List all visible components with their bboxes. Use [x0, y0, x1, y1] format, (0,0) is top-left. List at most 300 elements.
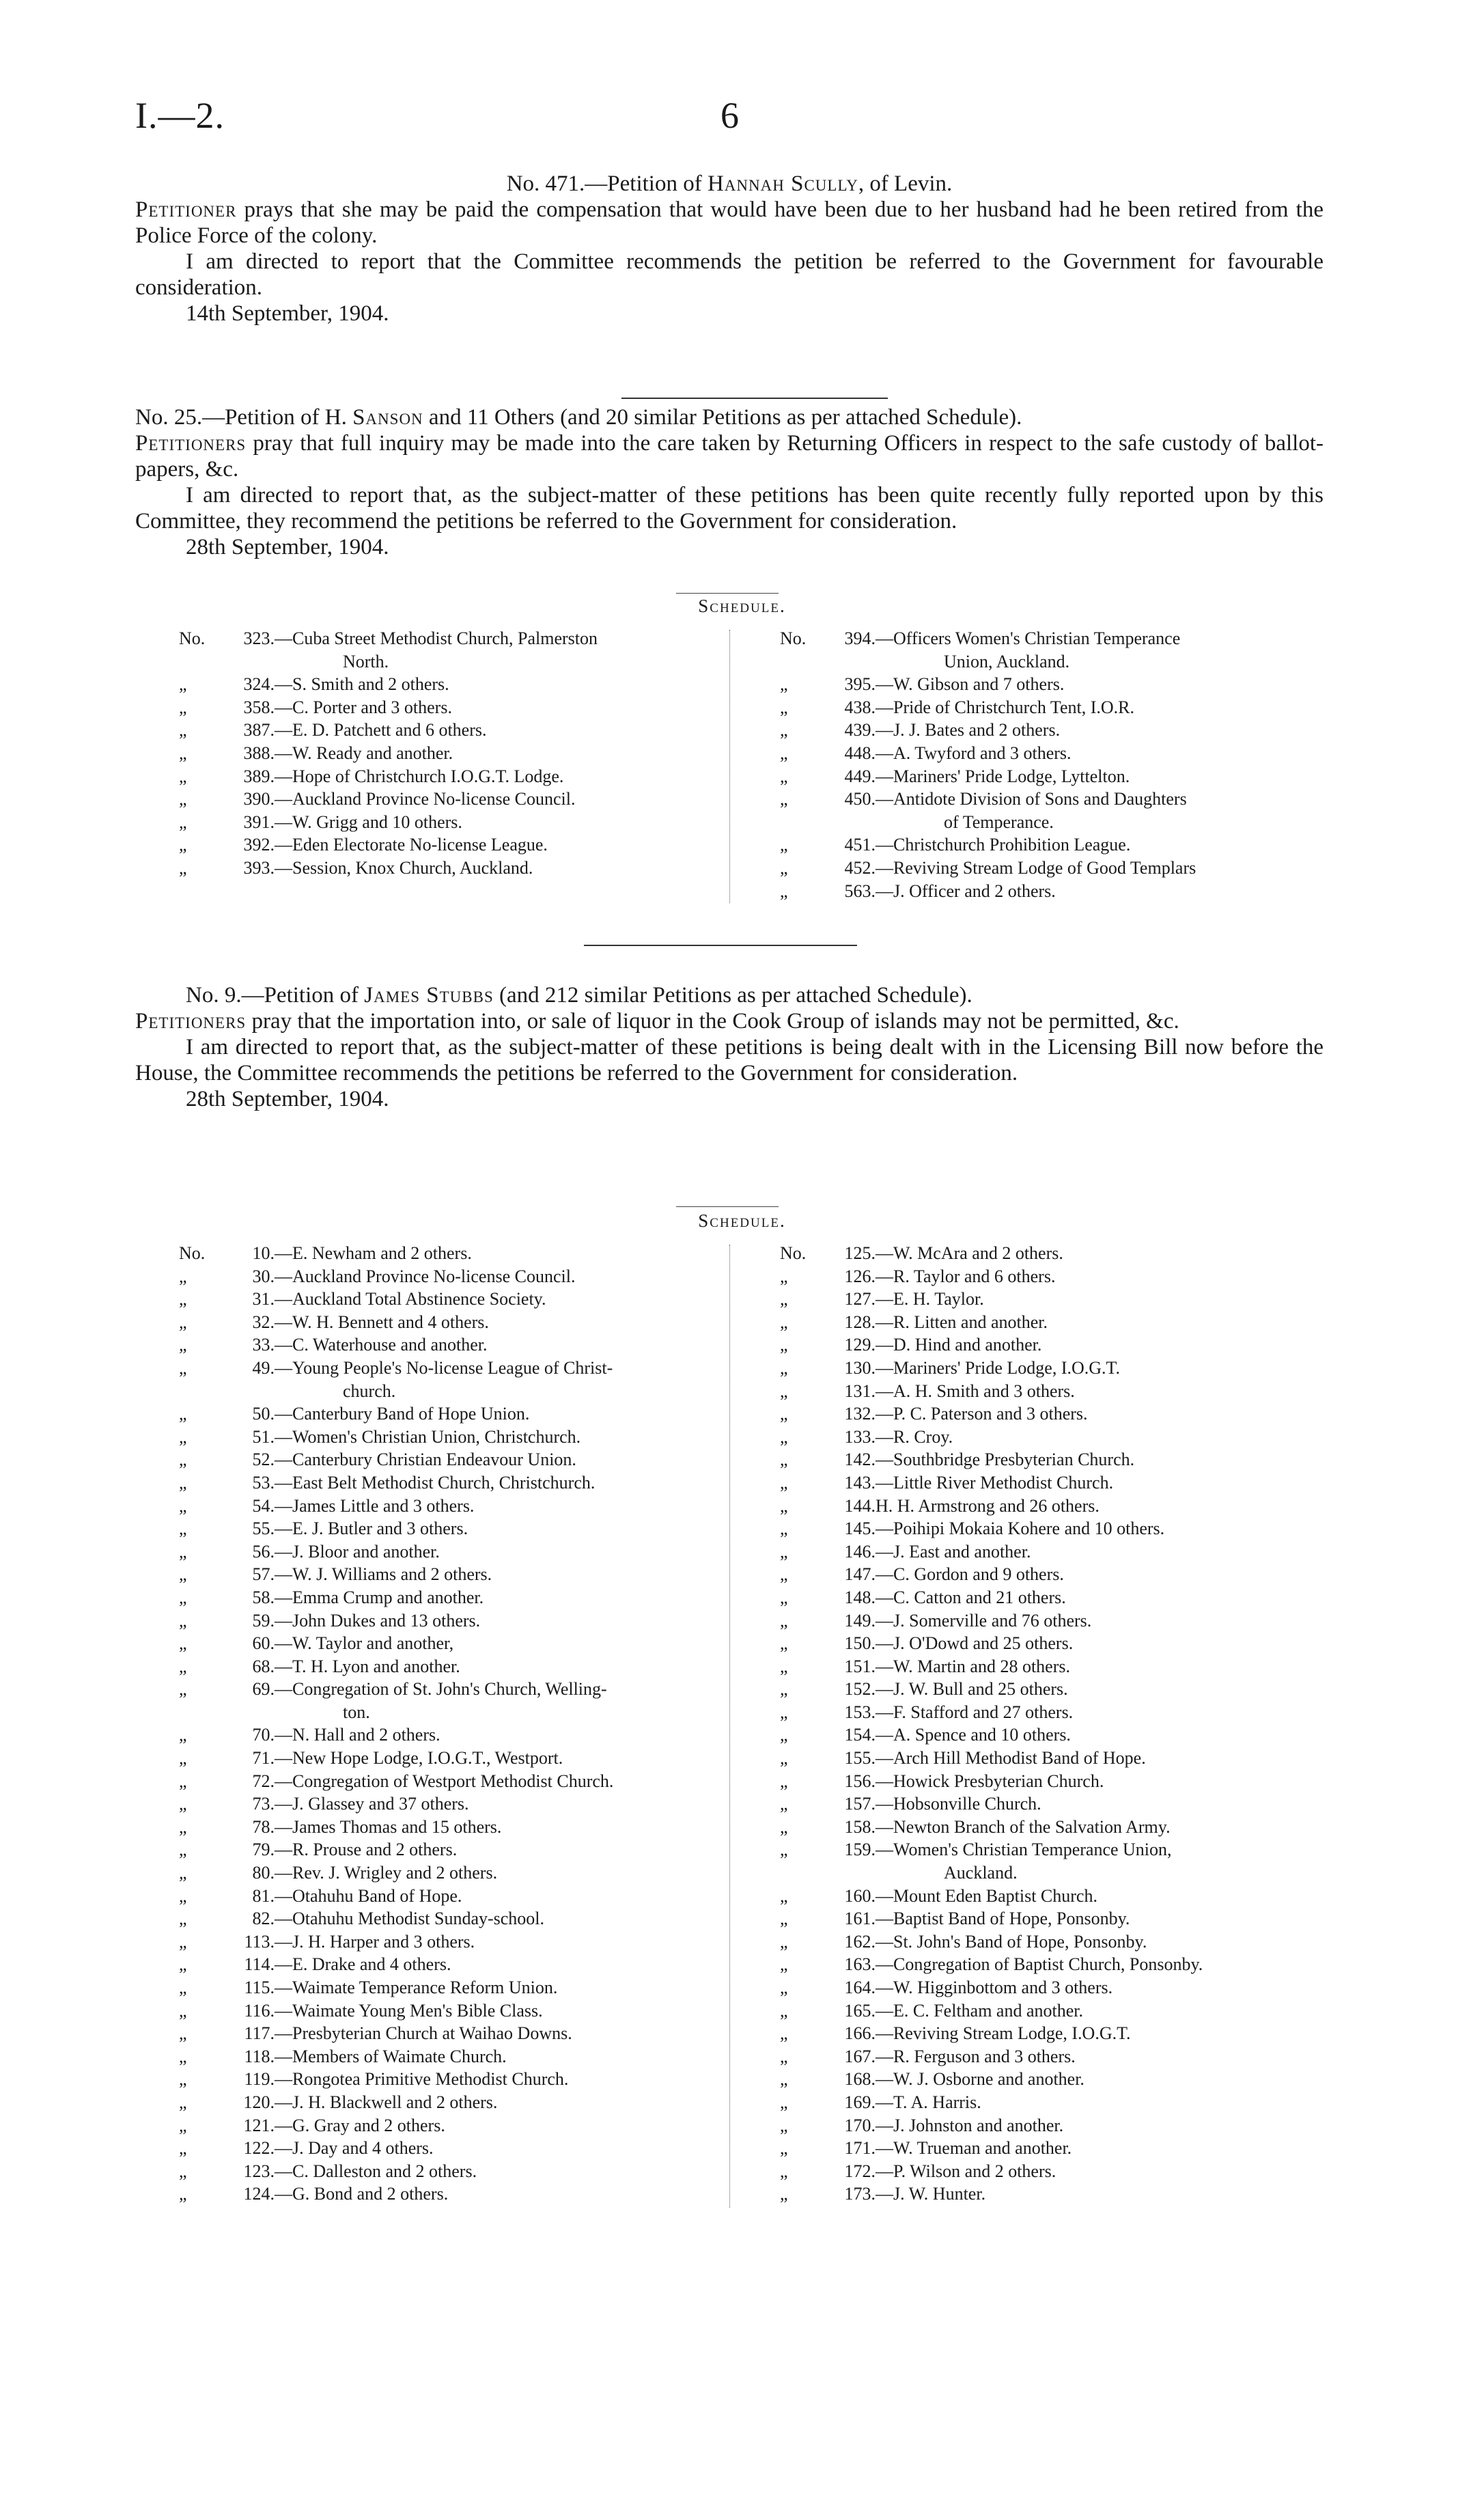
schedule-entry — [780, 627, 1326, 673]
entry-prefix: „ — [179, 1450, 187, 1470]
schedule-entry — [179, 1632, 725, 1655]
entry-number: 162. — [844, 1931, 876, 1952]
entry-text: —E. J. Butler and 3 others. — [275, 1519, 468, 1539]
entry-number: 31. — [252, 1289, 275, 1309]
schedule-entry — [780, 2091, 1326, 2114]
schedule-entry — [179, 811, 725, 834]
entry-text: —D. Hind and another. — [876, 1335, 1042, 1355]
schedule-entry — [780, 857, 1326, 880]
entry-text: —E. C. Feltham and another. — [876, 2000, 1084, 2021]
entry-text: —J. J. Bates and 2 others. — [876, 720, 1061, 740]
entry-number: 168. — [844, 2069, 876, 2090]
entry-text: —W. H. Bennett and 4 others. — [275, 1312, 489, 1332]
schedule-entry — [780, 1930, 1326, 1954]
entry-text: —E. D. Patchett and 6 others. — [275, 720, 487, 740]
entry-number: 30. — [252, 1266, 275, 1286]
schedule-entry — [780, 1265, 1326, 1288]
schedule-entry — [179, 1357, 725, 1402]
entry-text: —Congregation of St. John's Church, Welling- ton. — [275, 1678, 725, 1723]
entry-prefix: „ — [780, 1472, 788, 1493]
entry-text: —R. Ferguson and 3 others. — [876, 2046, 1076, 2066]
entry-number: 72. — [252, 1771, 275, 1791]
entry-prefix: „ — [780, 743, 788, 763]
entry-text: —J. Day and 4 others. — [275, 2138, 434, 2159]
entry-prefix: „ — [780, 1289, 788, 1309]
entry-prefix: „ — [179, 835, 187, 855]
entry-prefix: „ — [780, 1978, 788, 1997]
entry-prefix: No. — [780, 1243, 807, 1263]
schedule-entry — [179, 627, 725, 673]
schedule-entry — [179, 1976, 725, 1999]
entry-text: —G. Gray and 2 others. — [275, 2115, 445, 2135]
entry-continuation: of Temperance. — [944, 812, 1054, 832]
entry-text: —J. Glassey and 37 others. — [275, 1794, 469, 1814]
entry-number: 53. — [252, 1472, 275, 1493]
entry-number: 388. — [243, 743, 275, 763]
schedule-entry — [780, 2045, 1326, 2068]
schedule-entry — [179, 696, 725, 719]
entry-text: —Baptist Band of Hope, Ponsonby. — [876, 1909, 1130, 1929]
schedule-entry — [780, 880, 1326, 903]
schedule-entry — [780, 1999, 1326, 2023]
entry-prefix: „ — [780, 1357, 788, 1378]
report-date: 28th September, 1904. — [186, 1087, 389, 1111]
schedule-entry — [780, 719, 1326, 742]
schedule-entry — [780, 1632, 1326, 1655]
entry-number: 145. — [844, 1519, 876, 1539]
petition-title: No. 9.—Petition of James Stubbs (and 212 similar Petitions as per attached Schedule). — [186, 983, 972, 1008]
entry-text: —C. Dalleston and 2 others. — [275, 2161, 477, 2181]
schedule-entry — [179, 1540, 725, 1564]
entry-text: —Hope of Christchurch I.O.G.T. Lodge. — [275, 766, 564, 786]
schedule-entry — [780, 1333, 1326, 1357]
entry-text: —W. McAra and 2 others. — [876, 1243, 1063, 1263]
entry-number: 157. — [844, 1794, 876, 1814]
schedule-entry — [780, 1792, 1326, 1816]
entry-number: 82. — [252, 1909, 275, 1929]
petition-471 — [135, 171, 1324, 327]
entry-prefix: „ — [179, 2115, 187, 2135]
schedule-entry — [179, 2114, 725, 2137]
schedule-entry — [780, 1311, 1326, 1334]
entry-number: 115. — [244, 1978, 275, 1997]
entry-number: 70. — [252, 1725, 275, 1745]
entry-number: 123. — [243, 2161, 275, 2181]
entry-text: —Poihipi Mokaia Kohere and 10 others. — [876, 1519, 1165, 1539]
entry-prefix: „ — [179, 1978, 187, 1997]
entry-text: —Little River Methodist Church. — [876, 1472, 1114, 1493]
entry-number: 60. — [252, 1633, 275, 1654]
petition-title: No. 25.—Petition of H. Sanson and 11 Others (and 20 similar Petitions as per attached Schedule). — [135, 405, 1022, 430]
entry-number: 448. — [844, 743, 876, 763]
entry-number: 51. — [252, 1426, 275, 1447]
entry-text: —A. Spence and 10 others. — [876, 1725, 1071, 1745]
entry-prefix: „ — [179, 2046, 187, 2066]
entry-text: —P. C. Paterson and 3 others. — [876, 1404, 1088, 1424]
schedule-entry — [179, 1311, 725, 1334]
entry-prefix: „ — [780, 1794, 788, 1814]
schedule-entry — [179, 1999, 725, 2023]
petition-25 — [135, 396, 1324, 560]
schedule-entry — [780, 696, 1326, 719]
entry-text: —P. Wilson and 2 others. — [876, 2161, 1056, 2181]
entry-number: 392. — [243, 835, 275, 855]
entry-number: 166. — [844, 2023, 876, 2044]
entry-number: 390. — [243, 789, 275, 809]
entry-prefix: „ — [780, 1266, 788, 1286]
entry-number: 152. — [844, 1679, 876, 1700]
entry-prefix: „ — [780, 1381, 788, 1401]
entry-number: 452. — [844, 857, 876, 878]
petition-9 — [135, 982, 1324, 1112]
entry-number: 133. — [844, 1426, 876, 1447]
entry-prefix: „ — [780, 1954, 788, 1975]
entry-continuation: ton. — [343, 1702, 370, 1722]
entry-prefix: „ — [780, 1564, 788, 1585]
entry-text: —Presbyterian Church at Waihao Downs. — [275, 2023, 572, 2044]
entry-number: 163. — [844, 1954, 876, 1975]
entry-continuation: Auckland. — [944, 1863, 1018, 1883]
entry-prefix: „ — [780, 1541, 788, 1562]
entry-prefix: „ — [780, 2046, 788, 2066]
entry-text: —Canterbury Christian Endeavour Union. — [275, 1450, 576, 1470]
entry-prefix: „ — [179, 1954, 187, 1975]
entry-prefix: „ — [179, 2092, 187, 2112]
entry-prefix: „ — [179, 1587, 187, 1607]
entry-prefix: „ — [780, 766, 788, 786]
entry-number: 142. — [844, 1450, 876, 1470]
schedule-entry — [179, 1471, 725, 1495]
entry-number: 146. — [844, 1541, 876, 1562]
entry-text: H. H. Armstrong and 26 others. — [876, 1495, 1100, 1516]
entry-number: 563. — [844, 881, 876, 901]
entry-text: —Young People's No-license League of Christ- church. — [275, 1357, 725, 1402]
entry-text: —J. Officer and 2 others. — [876, 881, 1056, 901]
entry-text: —Newton Branch of the Salvation Army. — [876, 1816, 1171, 1837]
schedule-entry — [780, 1953, 1326, 1976]
schedule-entry — [179, 1792, 725, 1816]
schedule-entry — [780, 1723, 1326, 1747]
schedule-entry — [179, 1885, 725, 1908]
entry-prefix: „ — [179, 1404, 187, 1424]
schedule-entry — [179, 1242, 725, 1265]
entry-prefix: „ — [780, 1312, 788, 1332]
schedule-title: Schedule. — [698, 1210, 786, 1231]
entry-text: —Southbridge Presbyterian Church. — [876, 1450, 1135, 1470]
schedule-entry — [780, 1288, 1326, 1311]
entry-text: —R. Taylor and 6 others. — [876, 1266, 1056, 1286]
entry-number: 151. — [844, 1656, 876, 1676]
schedule-entry — [780, 1976, 1326, 1999]
entry-prefix: „ — [780, 1748, 788, 1769]
schedule-entry — [780, 1540, 1326, 1564]
report-date: 14th September, 1904. — [186, 301, 389, 326]
entry-number: 169. — [844, 2092, 876, 2112]
schedule-entry — [780, 1678, 1326, 1701]
entry-number: 124. — [243, 2184, 275, 2204]
entry-text: —R. Croy. — [876, 1426, 953, 1447]
schedule-entry — [780, 1816, 1326, 1839]
entry-prefix: „ — [780, 1335, 788, 1355]
entry-number: 167. — [844, 2046, 876, 2066]
entry-text: —A. Twyford and 3 others. — [876, 743, 1072, 763]
entry-prefix: „ — [179, 1725, 187, 1745]
entry-text: —G. Bond and 2 others. — [275, 2184, 449, 2204]
entry-number: 394. — [844, 628, 876, 648]
document-reference: I.—2. — [135, 95, 225, 136]
entry-prefix: „ — [780, 1771, 788, 1791]
entry-text: —Congregation of Westport Methodist Church. — [275, 1771, 614, 1791]
entry-prefix: „ — [179, 1495, 187, 1516]
entry-prefix: „ — [780, 789, 788, 809]
schedule-entry — [780, 1448, 1326, 1471]
entry-number: 119. — [244, 2069, 275, 2090]
entry-prefix: „ — [179, 2138, 187, 2159]
entry-number: 49. — [252, 1357, 275, 1378]
entry-number: 68. — [252, 1656, 275, 1676]
schedule-entry — [780, 1517, 1326, 1540]
entry-number: 147. — [844, 1564, 876, 1585]
entry-number: 173. — [844, 2184, 876, 2204]
entry-number: 150. — [844, 1633, 876, 1654]
entry-prefix: „ — [780, 1909, 788, 1929]
entry-number: 387. — [243, 720, 275, 740]
schedule-column-right — [780, 1242, 1326, 2206]
schedule-entry — [780, 1885, 1326, 1908]
report-date: 28th September, 1904. — [186, 535, 389, 559]
entry-text: —Waimate Young Men's Bible Class. — [275, 2000, 543, 2021]
entry-number: 160. — [844, 1885, 876, 1906]
entry-number: 116. — [244, 2000, 275, 2021]
schedule-entry — [179, 857, 725, 880]
entry-text: —E. H. Taylor. — [876, 1289, 984, 1309]
entry-number: 153. — [844, 1702, 876, 1722]
schedule-entry — [179, 1838, 725, 1861]
schedule-entry — [780, 1357, 1326, 1380]
entry-number: 73. — [252, 1794, 275, 1814]
entry-prefix: „ — [780, 1426, 788, 1447]
schedule-entry — [780, 1563, 1326, 1586]
entry-text: —W. Martin and 28 others. — [876, 1656, 1070, 1676]
entry-number: 118. — [244, 2046, 275, 2066]
entry-prefix: „ — [179, 1357, 187, 1378]
entry-prefix: „ — [179, 1266, 187, 1286]
entry-number: 164. — [844, 1978, 876, 1997]
schedule-rule — [676, 1206, 779, 1207]
entry-prefix: No. — [179, 628, 206, 648]
entry-text: —Eden Electorate No-license League. — [275, 835, 548, 855]
entry-number: 171. — [844, 2138, 876, 2159]
schedule-entry — [780, 1495, 1326, 1518]
entry-text: —J. East and another. — [876, 1541, 1031, 1562]
entry-text: —St. John's Band of Hope, Ponsonby. — [876, 1931, 1147, 1952]
entry-text: —Otahuhu Band of Hope. — [275, 1885, 462, 1906]
entry-text: —Antidote Division of Sons and Daughters of Temperance. — [876, 788, 1326, 833]
page-number: 6 — [720, 95, 739, 136]
entry-prefix: „ — [780, 674, 788, 695]
entry-prefix: „ — [780, 1816, 788, 1837]
petition-title: No. 471.—Petition of Hannah Scully, of Levin. — [506, 171, 953, 196]
entry-prefix: „ — [179, 1312, 187, 1332]
entry-text: —C. Waterhouse and another. — [275, 1335, 488, 1355]
schedule-entry — [179, 2022, 725, 2045]
entry-prefix: „ — [179, 697, 187, 717]
entry-number: 155. — [844, 1748, 876, 1769]
entry-text: —Cuba Street Methodist Church, Palmerston North. — [275, 627, 725, 673]
entry-text: —J. H. Blackwell and 2 others. — [275, 2092, 498, 2112]
entry-prefix: „ — [179, 1794, 187, 1814]
entry-prefix: „ — [179, 1289, 187, 1309]
entry-number: 59. — [252, 1610, 275, 1631]
entry-prefix: „ — [780, 2115, 788, 2135]
entry-number: 131. — [844, 1381, 876, 1401]
entry-prefix: „ — [780, 835, 788, 855]
entry-prefix: „ — [780, 881, 788, 901]
entry-number: 148. — [844, 1587, 876, 1607]
entry-prefix: „ — [179, 1564, 187, 1585]
entry-prefix: „ — [179, 789, 187, 809]
schedule-entry — [179, 2091, 725, 2114]
entry-prefix: „ — [780, 1679, 788, 1700]
schedule-entry — [179, 1816, 725, 1839]
schedule-entry — [780, 1655, 1326, 1678]
schedule-entry — [179, 1426, 725, 1449]
schedule-entry — [780, 1838, 1326, 1884]
schedule-column-right — [780, 627, 1326, 902]
entry-prefix: „ — [179, 1472, 187, 1493]
entry-prefix: „ — [179, 1909, 187, 1929]
schedule-entry — [780, 2068, 1326, 2091]
entry-text: —East Belt Methodist Church, Christchurch. — [275, 1472, 596, 1493]
section-divider — [584, 945, 857, 946]
entry-text: —Officers Women's Christian Temperance Union, Auckland. — [876, 627, 1326, 673]
petition-prayer: Petitioner prays that she may be paid the compensation that would have been due to her husband had he been retired from the Police Force of the colony. — [135, 197, 1324, 248]
entry-text: —Reviving Stream Lodge of Good Templars — [876, 857, 1196, 878]
entry-text: —J. Bloor and another. — [275, 1541, 440, 1562]
schedule-entry — [179, 1770, 725, 1793]
entry-text: —W. Ready and another. — [275, 743, 453, 763]
entry-prefix: No. — [780, 628, 807, 648]
entry-prefix: „ — [179, 1335, 187, 1355]
entry-number: 122. — [243, 2138, 275, 2159]
entry-prefix: „ — [179, 1748, 187, 1769]
entry-prefix: „ — [179, 1863, 187, 1883]
entry-text: —T. A. Harris. — [876, 2092, 981, 2112]
column-separator — [729, 630, 730, 903]
entry-text: —J. H. Harper and 3 others. — [275, 1931, 475, 1952]
entry-number: 32. — [252, 1312, 275, 1332]
entry-number: 81. — [252, 1885, 275, 1906]
entry-text: —C. Porter and 3 others. — [275, 697, 452, 717]
entry-text: —T. H. Lyon and another. — [275, 1656, 460, 1676]
entry-text: —E. Newham and 2 others. — [275, 1243, 472, 1263]
entry-text: —J. Somerville and 76 others. — [876, 1610, 1092, 1631]
entry-prefix: „ — [780, 1885, 788, 1906]
schedule-entry — [179, 1678, 725, 1723]
petition-prayer: Petitioners pray that the importation into, or sale of liquor in the Cook Group of islands may not be permitted, &c. — [135, 1009, 1179, 1034]
entry-text: —Mount Eden Baptist Church. — [876, 1885, 1097, 1906]
entry-prefix: „ — [780, 2138, 788, 2159]
entry-number: 80. — [252, 1863, 275, 1883]
schedule-entry — [179, 1747, 725, 1770]
schedule-entry — [780, 1907, 1326, 1930]
entry-text: —J. O'Dowd and 25 others. — [876, 1633, 1074, 1654]
entry-prefix: „ — [179, 743, 187, 763]
schedule-entry — [780, 1242, 1326, 1265]
entry-number: 439. — [844, 720, 876, 740]
entry-prefix: „ — [179, 1633, 187, 1654]
entry-text: —John Dukes and 13 others. — [275, 1610, 481, 1631]
entry-number: 57. — [252, 1564, 275, 1585]
entry-prefix: „ — [780, 2069, 788, 2090]
entry-text: —Congregation of Baptist Church, Ponsonby. — [876, 1954, 1203, 1975]
entry-number: 161. — [844, 1909, 876, 1929]
entry-text: —W. Higginbottom and 3 others. — [876, 1978, 1113, 1997]
entry-prefix: „ — [179, 2000, 187, 2021]
entry-number: 132. — [844, 1404, 876, 1424]
entry-prefix: „ — [780, 1633, 788, 1654]
entry-text: —A. H. Smith and 3 others. — [876, 1381, 1075, 1401]
schedule-entry — [179, 833, 725, 857]
entry-prefix: „ — [780, 1840, 788, 1860]
column-separator — [729, 1245, 730, 2208]
schedule-entry — [780, 2182, 1326, 2206]
schedule-entry — [179, 1448, 725, 1471]
entry-number: 449. — [844, 766, 876, 786]
entry-prefix: „ — [780, 1702, 788, 1722]
entry-number: 50. — [252, 1404, 275, 1424]
entry-number: 58. — [252, 1587, 275, 1607]
entry-prefix: „ — [780, 697, 788, 717]
entry-number: 149. — [844, 1610, 876, 1631]
entry-number: 358. — [243, 697, 275, 717]
schedule-entry — [179, 2068, 725, 2091]
schedule-entry — [780, 673, 1326, 696]
entry-number: 125. — [844, 1243, 876, 1263]
entry-text: —Hobsonville Church. — [876, 1794, 1041, 1814]
entry-number: 143. — [844, 1472, 876, 1493]
entry-prefix: „ — [179, 1771, 187, 1791]
entry-number: 55. — [252, 1519, 275, 1539]
entry-text: —James Thomas and 15 others. — [275, 1816, 502, 1837]
entry-number: 438. — [844, 697, 876, 717]
entry-number: 130. — [844, 1357, 876, 1378]
schedule-entry — [179, 1907, 725, 1930]
schedule-entry — [179, 719, 725, 742]
schedule-entry — [179, 2160, 725, 2183]
entry-number: 56. — [252, 1541, 275, 1562]
entry-prefix: „ — [780, 1404, 788, 1424]
entry-text: —J. Johnston and another. — [876, 2115, 1064, 2135]
schedule-entry — [780, 1770, 1326, 1793]
schedule-entry — [780, 2137, 1326, 2160]
entry-number: 121. — [243, 2115, 275, 2135]
entry-prefix: „ — [179, 1610, 187, 1631]
entry-prefix: „ — [179, 857, 187, 878]
entry-number: 113. — [244, 1931, 275, 1952]
entry-number: 393. — [243, 857, 275, 878]
entry-text: —Arch Hill Methodist Band of Hope. — [876, 1748, 1146, 1769]
entry-prefix: No. — [179, 1243, 206, 1263]
entry-number: 391. — [243, 812, 275, 832]
schedule-entry — [780, 1747, 1326, 1770]
entry-prefix: „ — [780, 1450, 788, 1470]
entry-number: 120. — [243, 2092, 275, 2112]
entry-text: —Rev. J. Wrigley and 2 others. — [275, 1863, 498, 1883]
petition-prayer: Petitioners pray that full inquiry may be made into the care taken by Returning Officers in respect to the safe custody of ballot-papers, &c. — [135, 431, 1324, 482]
entry-text: —Howick Presbyterian Church. — [876, 1771, 1104, 1791]
entry-number: 156. — [844, 1771, 876, 1791]
